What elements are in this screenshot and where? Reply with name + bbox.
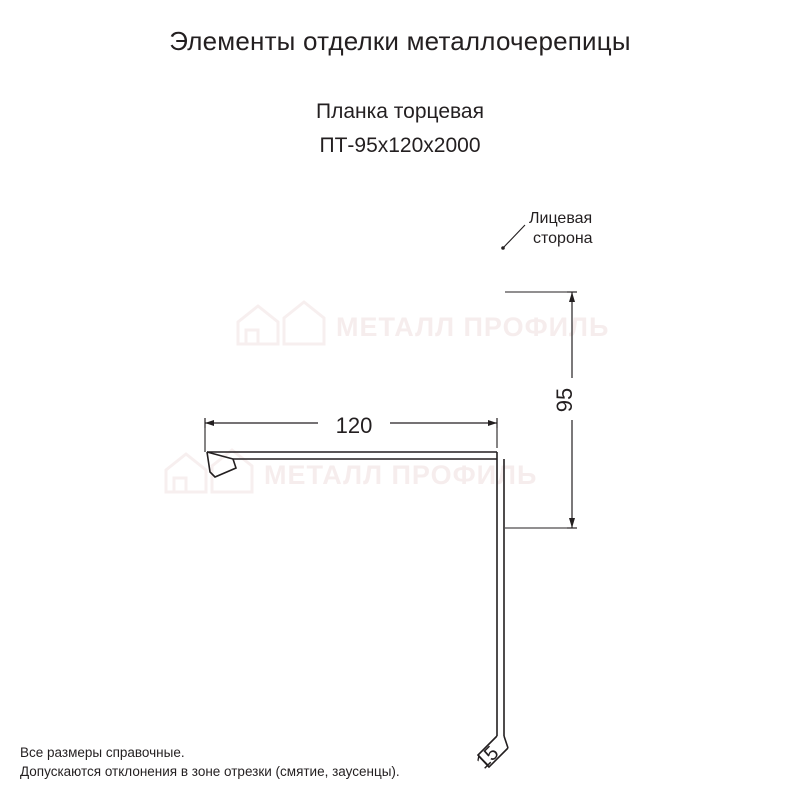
- svg-text:МЕТАЛЛ ПРОФИЛЬ: МЕТАЛЛ ПРОФИЛЬ: [336, 312, 610, 342]
- product-name: Планка торцевая: [316, 100, 484, 123]
- dimension-height-label: 95: [552, 387, 577, 413]
- subtitle-block: [0, 100, 800, 158]
- notes-block: [20, 743, 400, 782]
- dimension-lip-label: 15: [472, 742, 504, 774]
- face-side-label-line2: сторона: [533, 230, 593, 247]
- note-line-1: Все размеры справочные.: [20, 744, 185, 760]
- dimension-width-label: 120: [335, 413, 373, 438]
- profile-outline: [207, 452, 508, 767]
- page-title: Элементы отделки металлочерепицы: [169, 26, 631, 56]
- product-code: ПТ-95х120х2000: [319, 134, 481, 157]
- title-block: [0, 26, 800, 57]
- note-line-2: Допускаются отклонения в зоне отрезки (смятие, заусенцы).: [20, 764, 400, 780]
- face-side-label-line1: Лицевая: [529, 210, 593, 227]
- svg-text:МЕТАЛЛ ПРОФИЛЬ: МЕТАЛЛ ПРОФИЛЬ: [264, 460, 538, 490]
- face-side-leader: [501, 225, 525, 250]
